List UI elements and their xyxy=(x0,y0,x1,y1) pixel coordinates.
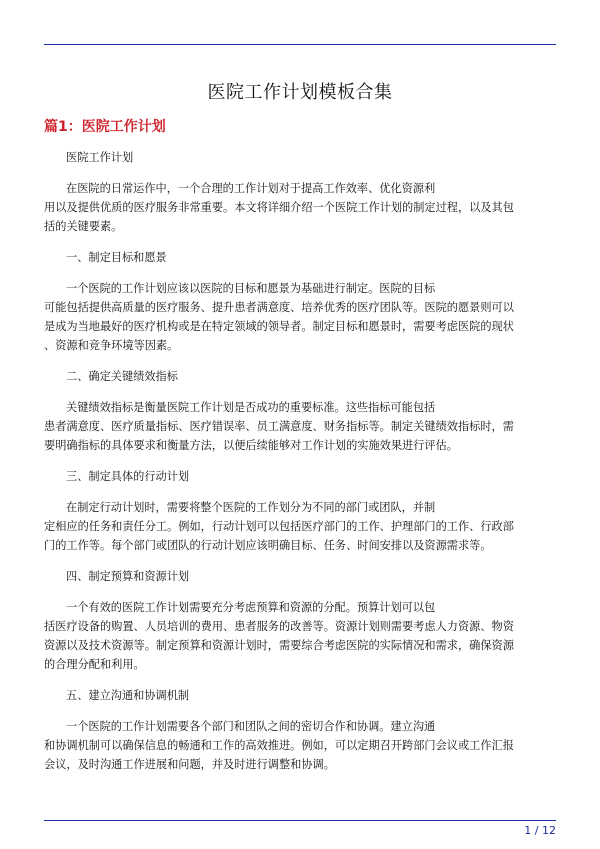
paragraph-line: 的合理分配和利用。 xyxy=(44,658,145,671)
document-title: 医院工作计划模板合集 xyxy=(207,82,393,103)
section-2-heading: 二、确定关键绩效指标 xyxy=(66,370,178,383)
page-number: 1 / 12 xyxy=(524,824,556,837)
section-2-paragraph xyxy=(44,398,556,455)
paragraph-line: 定相应的任务和责任分工。例如，行动计划可以包括医疗部门的工作、护理部门的工作、行政部 xyxy=(44,520,514,533)
bottom-rule xyxy=(44,820,556,821)
top-rule xyxy=(44,44,556,45)
section-heading: 篇1：医院工作计划 xyxy=(44,119,166,135)
paragraph-line: 要明确指标的具体要求和衡量方法，以便后续能够对工作计划的实施效果进行评估。 xyxy=(44,439,458,452)
paragraph-line: 括的关键要素。 xyxy=(44,220,123,233)
section-1-paragraph xyxy=(44,279,556,355)
paragraph-line: 和协调机制可以确保信息的畅通和工作的高效推进。例如，可以定期召开跨部门会议或工作汇报 xyxy=(44,739,514,752)
section-1-heading: 一、制定目标和愿景 xyxy=(66,251,167,264)
paragraph-line: 一个有效的医院工作计划需要充分考虑预算和资源的分配。预算计划可以包 xyxy=(66,601,436,614)
paragraph-line: 关键绩效指标是衡量医院工作计划是否成功的重要标准。这些指标可能包括 xyxy=(66,401,436,414)
paragraph-line: 门的工作等。每个部门或团队的行动计划应该明确目标、任务、时间安排以及资源需求等。 xyxy=(44,539,492,552)
section-5-heading: 五、建立沟通和协调机制 xyxy=(66,689,190,702)
intro-paragraph xyxy=(44,179,556,236)
document-body xyxy=(44,148,556,786)
paragraph-line: 一个医院的工作计划应该以医院的目标和愿景为基础进行制定。医院的目标 xyxy=(66,282,436,295)
paragraph-line: 在医院的日常运作中，一个合理的工作计划对于提高工作效率、优化资源利 xyxy=(66,182,436,195)
paragraph-line: 是成为当地最好的医疗机构或是在特定领域的领导者。制定目标和愿景时，需要考虑医院的现状 xyxy=(44,320,514,333)
paragraph-line: 括医疗设备的购置、人员培训的费用、患者服务的改善等。资源计划则需要考虑人力资源、物资 xyxy=(44,620,514,633)
paragraph-line: 会议，及时沟通工作进展和问题，并及时进行调整和协调。 xyxy=(44,758,335,771)
paragraph-line: 可能包括提供高质量的医疗服务、提升患者满意度、培养优秀的医疗团队等。医院的愿景则可以 xyxy=(44,301,514,314)
section-3-heading: 三、制定具体的行动计划 xyxy=(66,470,190,483)
paragraph-line: 在制定行动计划时，需要将整个医院的工作划分为不同的部门或团队，并制 xyxy=(66,501,436,514)
section-3-paragraph xyxy=(44,498,556,555)
paragraph-line: 资源以及技术资源等。制定预算和资源计划时，需要综合考虑医院的实际情况和需求，确保资源 xyxy=(44,639,514,652)
section-4-heading: 四、制定预算和资源计划 xyxy=(66,570,190,583)
subtitle: 医院工作计划 xyxy=(66,151,134,164)
section-5-paragraph xyxy=(44,717,556,774)
section-4-paragraph xyxy=(44,598,556,674)
paragraph-line: 患者满意度、医疗质量指标、医疗错误率、员工满意度、财务指标等。制定关键绩效指标时，需 xyxy=(44,420,514,433)
paragraph-line: 一个医院的工作计划需要各个部门和团队之间的密切合作和协调。建立沟通 xyxy=(66,720,436,733)
paragraph-line: 、资源和竞争环境等因素。 xyxy=(44,339,179,352)
paragraph-line: 用以及提供优质的医疗服务非常重要。本文将详细介绍一个医院工作计划的制定过程，以及其包 xyxy=(44,201,514,214)
